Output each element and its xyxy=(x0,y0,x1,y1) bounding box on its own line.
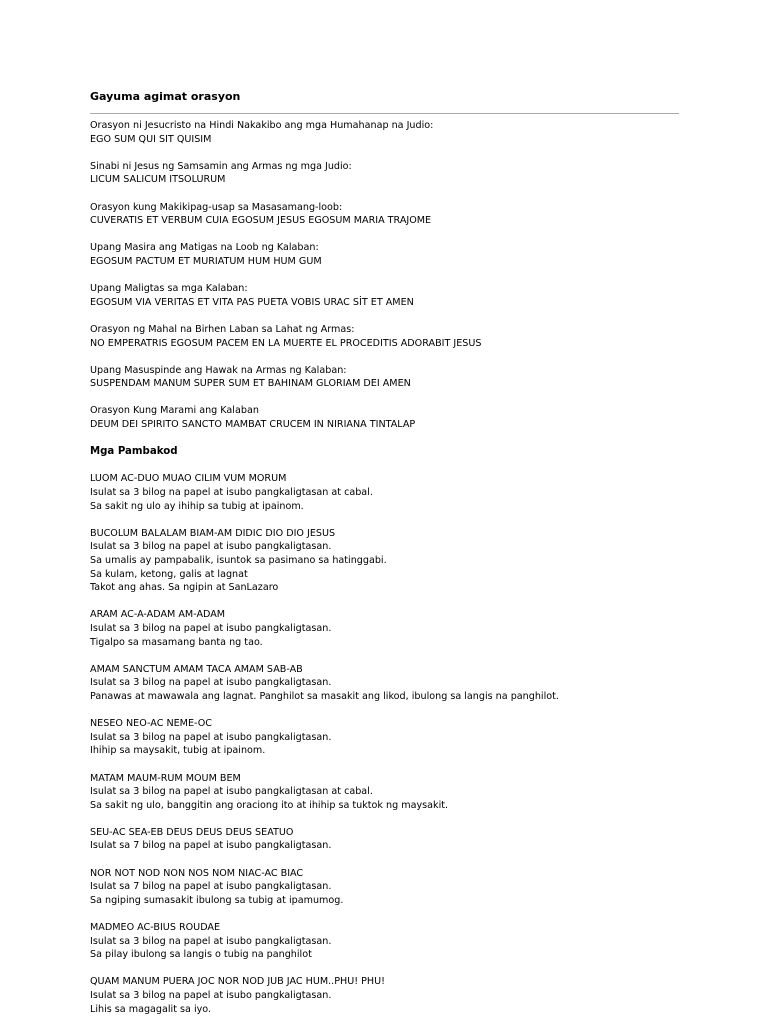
pambakod-instruction: Isulat sa 3 bilog na papel at isubo pangkaligtasan. xyxy=(90,622,332,634)
prayer-formula: EGOSUM PACTUM ET MURIATUM HUM HUM GUM xyxy=(90,255,322,267)
pambakod-formula: MADMEO AC-BIUS ROUDAE xyxy=(90,922,221,934)
pambakod-instruction: Isulat sa 3 bilog na papel at isubo pangkaligtasan. xyxy=(90,677,332,689)
document-body xyxy=(90,119,730,1016)
pambakod-formula: MATAM MAUM-RUM MOUM BEM xyxy=(90,772,241,784)
pambakod-block xyxy=(90,608,730,649)
prayer-label: Orasyon kung Makikipag-usap sa Masasamang-loob: xyxy=(90,201,343,213)
pambakod-block xyxy=(90,867,730,908)
pambakod-instruction: Isulat sa 3 bilog na papel at isubo pangkaligtasan. xyxy=(90,541,332,553)
prayer-label: Sinabi ni Jesus ng Samsamin ang Armas ng mga Judio: xyxy=(90,160,352,172)
pambakod-formula: QUAM MANUM PUERA JOC NOR NOD JUB JAC HUM..PHU! PHU! xyxy=(90,976,386,988)
prayer-label: Upang Masuspinde ang Hawak na Armas ng Kalaban: xyxy=(90,364,347,376)
pambakod-instruction: Isulat sa 3 bilog na papel at isubo pangkaligtasan. xyxy=(90,990,332,1001)
pambakod-formula: NESEO NEO-AC NEME-OC xyxy=(90,718,212,730)
prayer-formula: SUSPENDAM MANUM SUPER SUM ET BAHINAM GLORIAM DEI AMEN xyxy=(90,378,411,390)
paragraph-gap xyxy=(90,228,730,242)
prayer-block xyxy=(90,119,730,146)
pambakod-formula: SEU-AC SEA-EB DEUS DEUS DEUS SEATUO xyxy=(90,826,294,838)
section-heading: Mga Pambakod xyxy=(90,446,178,458)
pambakod-formula: AMAM SANCTUM AMAM TACA AMAM SAB-AB xyxy=(90,663,303,675)
pambakod-instruction: Panawas at mawawala ang lagnat. Panghilot sa masakit ang likod, ibulong sa langis na panghilot. xyxy=(90,690,559,702)
prayer-block xyxy=(90,160,730,187)
paragraph-gap xyxy=(90,758,730,772)
prayer-formula: NO EMPERATRIS EGOSUM PACEM EN LA MUERTE EL PROCEDITIS ADORABIT JESUS xyxy=(90,337,482,349)
pambakod-instruction: Isulat sa 7 bilog na papel at isubo pangkaligtasan. xyxy=(90,881,332,893)
pambakod-instruction: Sa sakit ng ulo ay ihihip sa tubig at ipainom. xyxy=(90,500,304,512)
prayer-block xyxy=(90,201,730,228)
paragraph-gap xyxy=(90,391,730,405)
prayer-formula: CUVERATIS ET VERBUM CUIA EGOSUM JESUS EGOSUM MARIA TRAJOME xyxy=(90,215,432,227)
pambakod-instruction: Isulat sa 3 bilog na papel at isubo pangkaligtasan at cabal. xyxy=(90,487,373,499)
prayer-block xyxy=(90,323,730,350)
prayer-formula: DEUM DEI SPIRITO SANCTO MAMBAT CRUCEM IN NIRIANA TINTALAP xyxy=(90,419,416,431)
prayer-label: Upang Maligtas sa mga Kalaban: xyxy=(90,283,248,295)
pambakod-instruction: Sa pilay ibulong sa langis o tubig na panghilot xyxy=(90,949,312,961)
pambakod-block xyxy=(90,527,730,595)
pambakod-instruction: Isulat sa 3 bilog na papel at isubo pangkaligtasan. xyxy=(90,731,332,743)
pambakod-instruction: Sa umalis ay pampabalik, isuntok sa pasimano sa hatinggabi. xyxy=(90,555,387,566)
paragraph-gap xyxy=(90,350,730,364)
prayer-formula: EGOSUM VIA VERITAS ET VITA PAS PUETA VOBIS URAC SİT ET AMEN xyxy=(90,296,414,308)
paragraph-gap xyxy=(90,432,730,446)
prayer-label: Upang Masira ang Matigas na Loob ng Kalaban: xyxy=(90,242,319,254)
pambakod-block xyxy=(90,975,730,1016)
pambakod-instruction: Isulat sa 3 bilog na papel at isubo pangkaligtasan at cabal. xyxy=(90,786,373,798)
paragraph-gap xyxy=(90,269,730,283)
pambakod-instruction: Sa kulam, ketong, galis at lagnat xyxy=(90,568,248,580)
pambakod-formula: BUCOLUM BALALAM BIAM-AM DIDIC DIO DIO JESUS xyxy=(90,527,336,539)
prayer-block xyxy=(90,364,730,391)
document-title: Gayuma agimat orasyon xyxy=(90,90,241,103)
pambakod-instruction: Sa ngiping sumasakit ibulong sa tubig at ipamumog. xyxy=(90,894,344,906)
prayer-block xyxy=(90,404,730,431)
prayer-label: Orasyon Kung Marami ang Kalaban xyxy=(90,405,259,417)
paragraph-gap xyxy=(90,812,730,826)
paragraph-gap xyxy=(90,649,730,663)
prayer-block xyxy=(90,241,730,268)
paragraph-gap xyxy=(90,704,730,718)
prayer-label: Orasyon ni Jesucristo na Hindi Nakakibo ang mga Humahanap na Judio: xyxy=(90,120,434,131)
pambakod-block xyxy=(90,472,730,513)
paragraph-gap xyxy=(90,513,730,527)
paragraph-gap xyxy=(90,595,730,609)
paragraph-gap xyxy=(90,309,730,323)
pambakod-block xyxy=(90,663,730,704)
pambakod-instruction: Isulat sa 7 bilog na papel at isubo pangkaligtasan. xyxy=(90,840,332,852)
prayer-label: Orasyon ng Mahal na Birhen Laban sa Lahat ng Armas: xyxy=(90,323,355,335)
pambakod-instruction: Tigalpo sa masamang banta ng tao. xyxy=(90,636,263,648)
pambakod-instruction: Sa sakit ng ulo, banggitin ang oraciong ito at ihihip sa tuktok ng maysakit. xyxy=(90,799,449,811)
pambakod-formula: NOR NOT NOD NON NOS NOM NIAC-AC BIAC xyxy=(90,867,304,879)
paragraph-gap xyxy=(90,962,730,976)
pambakod-instruction: Lihis sa magagalit sa iyo. xyxy=(90,1003,212,1015)
pambakod-instruction: Takot ang ahas. Sa ngipin at SanLazaro xyxy=(90,582,279,594)
prayer-formula: LICUM SALICUM ITSOLURUM xyxy=(90,174,226,186)
pambakod-formula: ARAM AC-A-ADAM AM-ADAM xyxy=(90,609,226,621)
prayer-block xyxy=(90,282,730,309)
paragraph-gap xyxy=(90,459,730,473)
pambakod-block xyxy=(90,826,730,853)
pambakod-block xyxy=(90,921,730,962)
pambakod-formula: LUOM AC-DUO MUAO CILIM VUM MORUM xyxy=(90,473,287,485)
title-divider xyxy=(90,113,679,114)
pambakod-instruction: Ihihip sa maysakit, tubig at ipainom. xyxy=(90,745,266,757)
paragraph-gap xyxy=(90,187,730,201)
paragraph-gap xyxy=(90,853,730,867)
pambakod-block xyxy=(90,717,730,758)
paragraph-gap xyxy=(90,146,730,160)
pambakod-block xyxy=(90,772,730,813)
paragraph-gap xyxy=(90,907,730,921)
pambakod-instruction: Isulat sa 3 bilog na papel at isubo pangkaligtasan. xyxy=(90,935,332,947)
prayer-formula: EGO SUM QUI SIT QUISIM xyxy=(90,133,212,145)
